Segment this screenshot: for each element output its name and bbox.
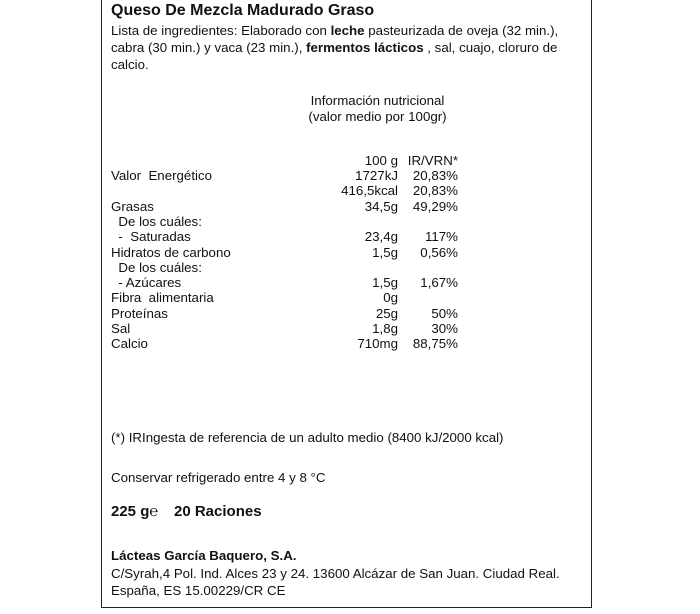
nutrient-name: Calcio [111,336,148,351]
nutrition-heading-line1: Información nutricional [310,93,445,108]
nutrient-name: - Saturadas [111,229,191,244]
nutrient-ir-percent: 20,83% [412,183,458,198]
ingredients-list [111,22,581,73]
ingredients-tail: , sal, cuajo, cloruro de calcio. [111,40,558,72]
column-header-qty: 100 g [364,153,398,168]
nutrient-quantity: 710mg [357,336,398,351]
nutrient-ir-percent: 30% [431,321,458,336]
nutrient-ir-percent: 88,75% [412,336,458,351]
nutrient-name: Hidratos de carbono [111,245,231,260]
nutrient-quantity: 1,5g [372,245,398,260]
nutrient-ir-percent: 49,29% [412,199,458,214]
nutrient-name: De los cuáles: [111,260,202,275]
storage-instructions: Conservar refrigerado entre 4 y 8 °C [111,470,326,485]
ingredient-leche: leche [330,23,365,38]
nutrient-quantity: 34,5g [364,199,398,214]
estimate-mark: ℮ [149,503,159,520]
nutrition-heading-line2: (valor medio por 100gr) [308,109,447,124]
nutrient-name: Sal [111,321,131,336]
ingredients-mid: pasteurizada de oveja (32 min.), cabra (30 min.) y vaca (23 min.), [111,23,559,55]
nutrient-name: Grasas [111,199,154,214]
net-weight-value: 225 g [111,503,150,520]
nutrient-quantity: 23,4g [364,229,398,244]
nutrient-name: Valor Energético [111,168,213,183]
nutrient-name: Fibra alimentaria [111,290,214,305]
company-registry: España, ES 15.00229/CR CE [111,583,286,598]
nutrient-name: Proteínas [111,306,168,321]
nutrient-ir-percent: 50% [431,306,458,321]
nutrient-name: De los cuáles: [111,214,202,229]
company-address: C/Syrah,4 Pol. Ind. Alces 23 y 24. 13600 Alcázar de San Juan. Ciudad Real. [111,566,560,581]
nutrient-quantity: 1,8g [372,321,398,336]
nutrient-quantity: 0g [383,290,398,305]
nutrient-name: - Azúcares [111,275,182,290]
column-header-ir: IR/VRN* [407,153,458,168]
nutrient-ir-percent: 1,67% [420,275,458,290]
ingredient-fermentos: fermentos lácticos [306,40,424,55]
nutrient-quantity: 416,5kcal [341,183,398,198]
product-title: Queso De Mezcla Madurado Graso [111,2,375,19]
nutrient-quantity: 1727kJ [355,168,398,183]
nutrient-ir-percent: 0,56% [420,245,458,260]
footnote: (*) IRIngesta de referencia de un adulto medio (8400 kJ/2000 kcal) [111,430,504,445]
servings: 20 Raciones [174,503,262,520]
net-weight [111,503,158,521]
nutrient-ir-percent: 20,83% [412,168,458,183]
company-name: Lácteas García Baquero, S.A. [111,548,297,563]
nutrient-quantity: 25g [375,306,398,321]
nutrient-quantity: 1,5g [372,275,398,290]
ingredients-lead: Lista de ingredientes: Elaborado con [111,23,331,38]
nutrient-ir-percent: 117% [424,229,458,244]
